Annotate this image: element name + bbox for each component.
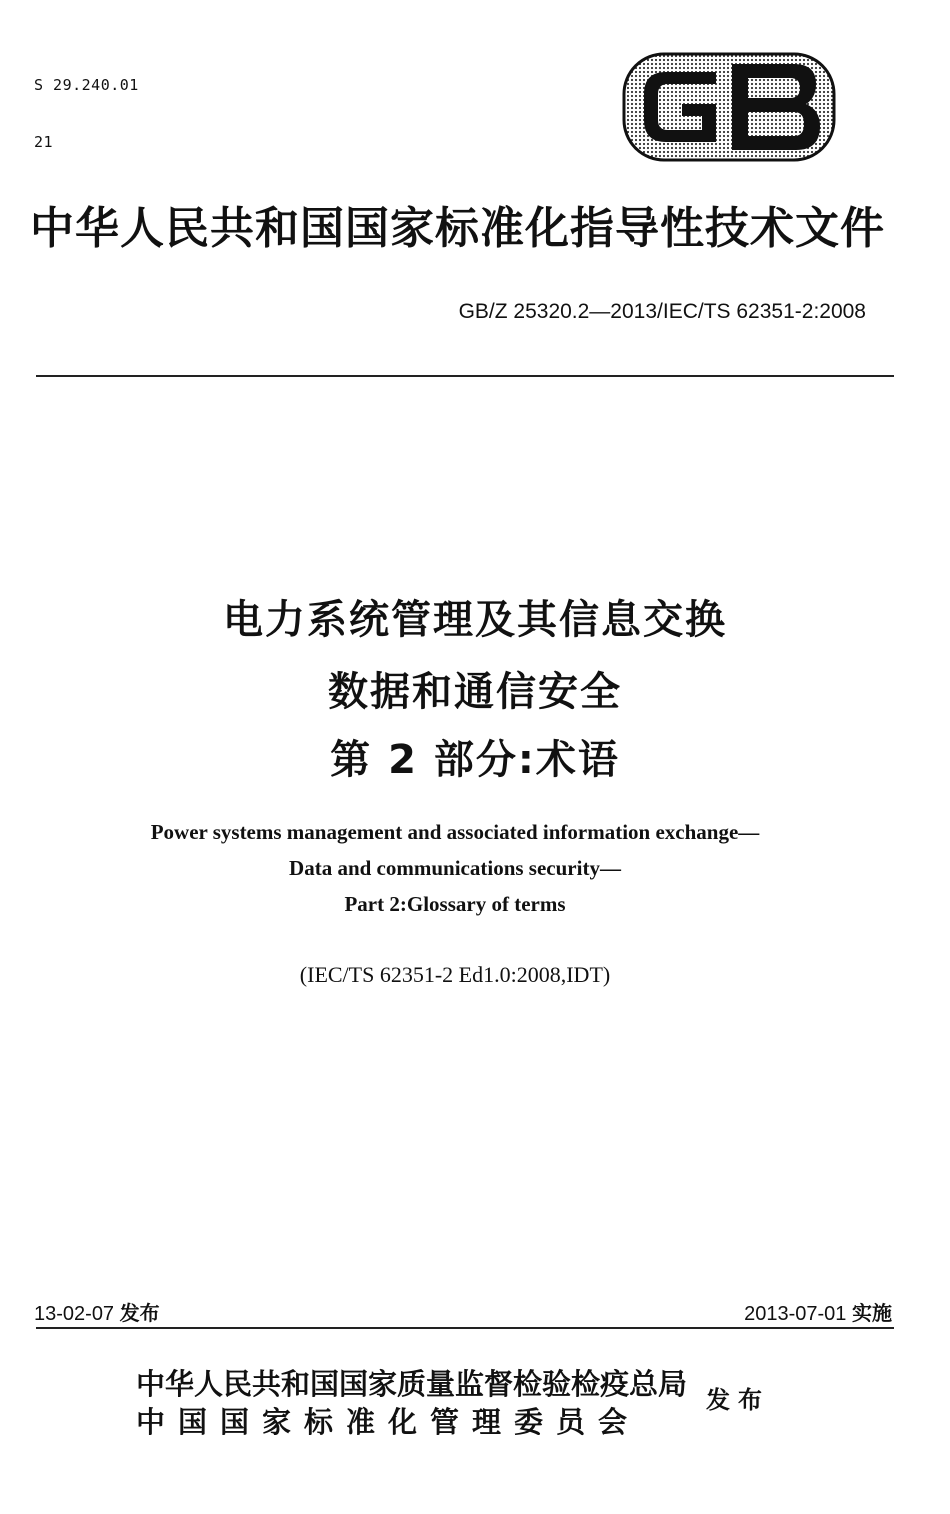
implement-date-label: 实施 <box>852 1301 892 1325</box>
org-title: 中华人民共和国国家标准化指导性技术文件 <box>30 203 885 254</box>
classification-codes <box>34 38 139 171</box>
title-cn-line2: 数据和通信安全 <box>328 669 622 715</box>
logo-letter-b <box>732 64 820 150</box>
ccs-code: 21 <box>34 133 54 151</box>
implement-date <box>744 1297 892 1326</box>
title-cn-line1: 电力系统管理及其信息交换 <box>223 597 727 643</box>
title-en-line1: Power systems management and associated information exchange— <box>150 820 760 844</box>
adoption-reference: (IEC/TS 62351-2 Ed1.0:2008,IDT) <box>299 962 611 987</box>
standard-number: GB/Z 25320.2—2013/IEC/TS 62351-2:2008 <box>458 300 866 323</box>
bottom-divider <box>36 1327 894 1329</box>
issue-date <box>34 1297 160 1326</box>
implement-date-value: 2013-07-01 <box>744 1303 847 1325</box>
title-en-line2: Data and communications security— <box>289 856 621 880</box>
title-en-line3: Part 2:Glossary of terms <box>344 892 566 916</box>
top-divider <box>36 375 894 377</box>
issue-date-label: 发布 <box>119 1301 160 1325</box>
issuer-line1: 中华人民共和国国家质量监督检验检疫总局 <box>136 1367 688 1401</box>
issue-date-value: 13-02-07 <box>34 1303 115 1325</box>
gb-logo-mark <box>618 50 838 165</box>
ics-code: S 29.240.01 <box>34 76 139 94</box>
issuer-line2: 中国国家标准化管理委员会 <box>136 1405 641 1439</box>
gb-logo <box>618 50 838 165</box>
title-cn-line3: 第 2 部分:术语 <box>330 737 620 783</box>
publish-label: 发布 <box>706 1386 770 1414</box>
